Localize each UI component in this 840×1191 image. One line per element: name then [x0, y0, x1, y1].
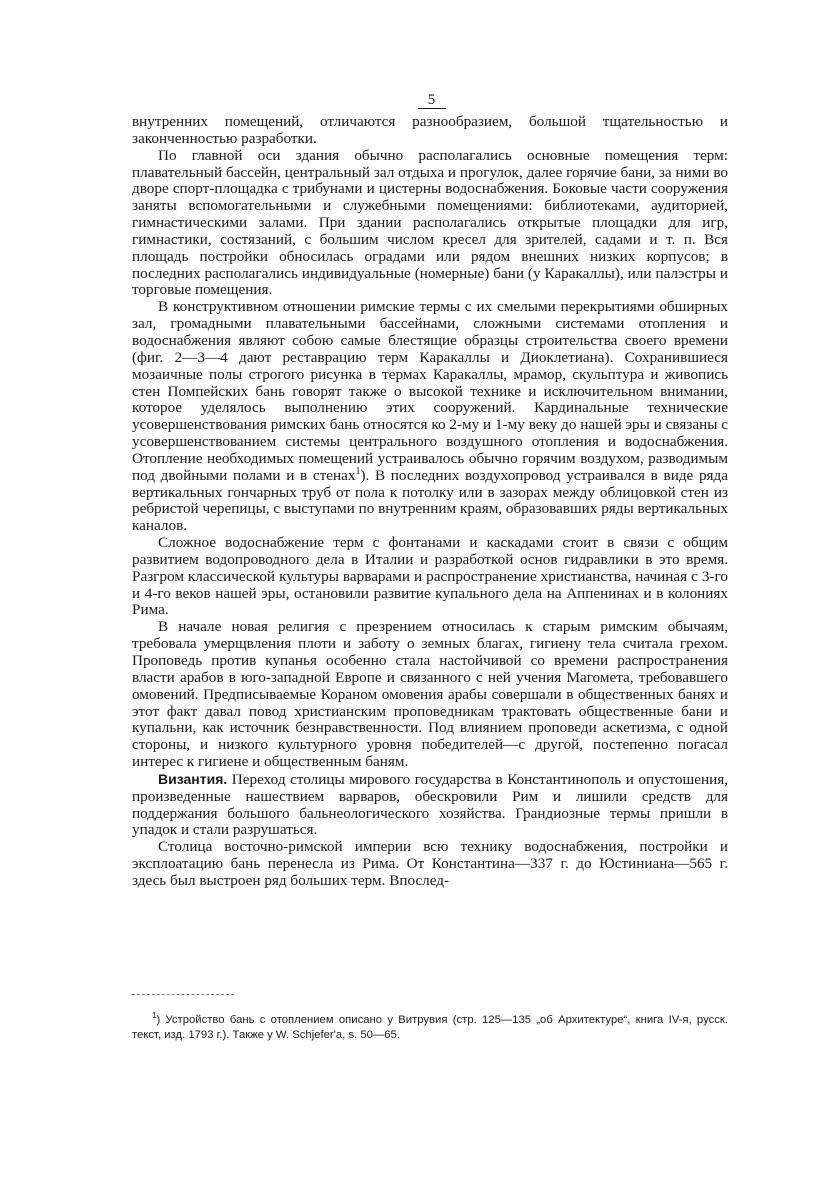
footnote-text: ) Устройство бань с отоплением описано у Витрувия (стр. 125—135 „об Архитектуре“, книга IV-я, русск. текст, изд. 1793 г.). Также у W. Schjefer'a, s. 50—65. [132, 1014, 728, 1041]
section-heading-byzantium: Византия. [158, 770, 228, 787]
paragraph-6 [132, 771, 728, 839]
paragraph-7: Столица восточно-римской империи всю технику водоснабжения, постройки и эксплоатацию бань перенесла из Рима. От Константина—337 г. до Юстиниана—565 г. здесь был выстроен ряд больших терм. Впослед- [132, 838, 728, 889]
paragraph-4: Сложное водоснабжение терм с фонтанами и каскадами стоит в связи с общим развитием водопроводного дела в Италии и разработкой основ гидравлики в это время. Разгром классической культуры варварами и распространение христианства, начиная с 3-го и 4-го веков нашей эры, остановили развитие купального дела на Аппенинах и в колониях Рима. [132, 534, 728, 619]
page-content [132, 92, 728, 890]
body-text [132, 114, 728, 890]
footnote [132, 1013, 728, 1043]
page-number-text: 5 [418, 92, 447, 109]
footnote-divider [132, 994, 234, 995]
paragraph-3 [132, 299, 728, 535]
paragraph-1: внутренних помещений, отличаются разнообразием, большой тщательностью и законченностью разработки. [132, 113, 728, 147]
page-number [132, 92, 728, 114]
footnote-mark: 1 [152, 1011, 157, 1021]
paragraph-3-text-a: В конструктивном отношении римские термы с их смелыми перекрытиями обширных зал, громадными плавательными бассейнами, сложными системами отопления и водоснабжения являют собою самые блестящие образцы строительства своего времени (фиг. 2—3—4 дают реставрацию терм Каракаллы и Диоклетиана). Сохранившиеся мозаичные полы строгого рисунка в термах Каракаллы, мрамор, скульптура и живопись стен Помпейских бань говорят также о высокой технике и исключительном внимании, которое уделялось выполнению этих сооружений. Кардинальные технические усовершенствования римских бань относятся ко 2-му и 1-му веку до нашей эры и связаны с усовершенствованием системы центрального воздушного отопления и водоснабжения. Отопление необходимых помещений устраивалось обычно горячим воздухом, разводимым под двойными полами и в стенах [132, 298, 728, 484]
paragraph-2: По главной оси здания обычно располагались основные помещения терм: плавательный бассейн, центральный зал отдыха и прогулок, далее горячие бани, за ними во дворе спорт-площадка с трибунами и цистерны водоснабжения. Боковые части сооружения заняты вспомогательными и служебными помещениями: библиотеками, аудиторией, гимнастическими залами. При здании располагались открытые площадки для игр, гимнастики, состязаний, с большим числом кресел для зрителей, садами и т. п. Вся площадь постройки обносилась оградами или рядом внешних низких корпусов; в последних располагались индивидуальные (номерные) бани (у Каракаллы), или палэстры и торговые помещения. [132, 146, 728, 299]
paragraph-6-text: Переход столицы мирового государства в Константинополь и опустошения, произведенные нашествием варваров, обескровили Рим и лишили средств для поддержания большого бальнеологического хозяйства. Грандиозные термы пришли в упадок и стали разрушаться. [132, 770, 728, 839]
paragraph-5: В начале новая религия с презрением относилась к старым римским обычаям, требовала умерщвления плоти и заботу о земных благах, гигиену тела считала грехом. Проповедь против купанья особенно стала настойчивой со времени распространения власти арабов в юго-западной Европе и связанного с ней учения Магомета, требовавшего омовений. Предписываемые Кораном омовения арабы совершали в общественных банях и этот факт давал повод христианским проповедникам трактовать общественные бани и купальни, как источник безнравственности. Под влиянием проповеди аскетизма, с одной стороны, и низкого культурного уровня победителей—с другой, постепенно погасал интерес к гигиене и общественным баням. [132, 618, 728, 771]
footnote-reference[interactable]: 1 [355, 465, 361, 477]
paragraph-3-text-b: ). В последних воздухопровод устраивался в виде ряда вертикальных гончарных труб от пола к потолку или в зазорах между облицовкой стен из ребристой черепицы, с выступами по внутренним краям, образовавших ряды вертикальных каналов. [132, 466, 729, 535]
